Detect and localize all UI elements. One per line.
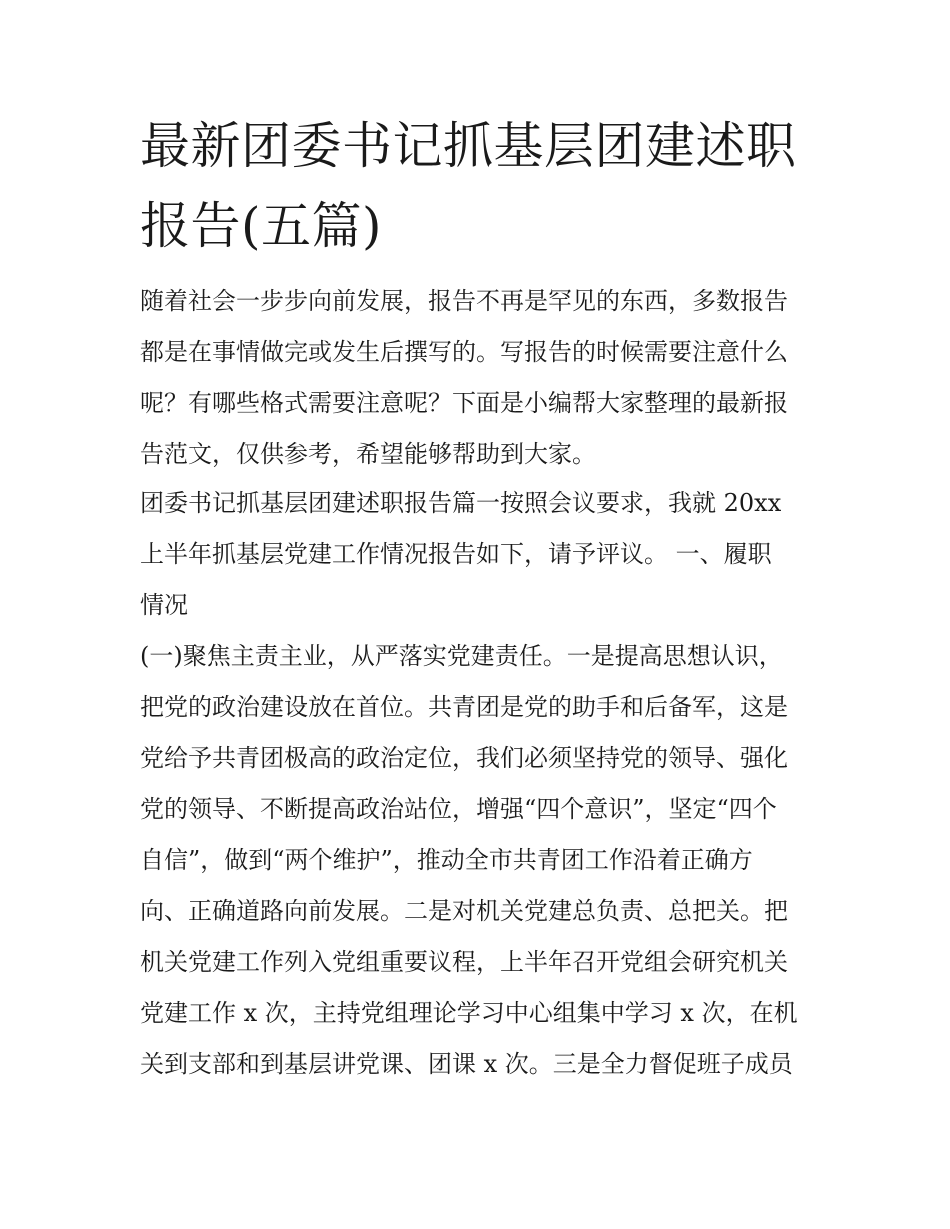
- document-title-line-2: 报告(五篇): [140, 197, 383, 255]
- body-line-9: 把党的政治建设放在首位。共青团是党的助手和后备军，这是: [140, 693, 788, 721]
- body-line-2: 都是在事情做完或发生后撰写的。写报告的时候需要注意什么: [140, 338, 788, 366]
- body-line-13: 向、正确道路向前发展。二是对机关党建总负责、总把关。把: [140, 897, 788, 925]
- body-line-5: 团委书记抓基层团建述职报告篇一按照会议要求，我就 20xx: [140, 489, 782, 517]
- body-line-8: (一)聚焦主责主业，从严落实党建责任。一是提高思想认识，: [140, 642, 783, 670]
- body-line-14: 机关党建工作列入党组重要议程，上半年召开党组会研究机关: [140, 948, 788, 976]
- body-line-7: 情况: [140, 591, 188, 619]
- body-line-6: 上半年抓基层党建工作情况报告如下，请予评议。 一、履职: [140, 540, 772, 568]
- body-line-4: 告范文，仅供参考，希望能够帮助到大家。: [140, 440, 596, 468]
- body-line-3: 呢？有哪些格式需要注意呢？下面是小编帮大家整理的最新报: [140, 389, 788, 417]
- body-line-10: 党给予共青团极高的政治定位，我们必须坚持党的领导、强化: [140, 744, 788, 772]
- body-line-11: 党的领导、不断提高政治站位，增强“四个意识”，坚定“四个: [140, 795, 777, 823]
- body-line-1: 随着社会一步步向前发展，报告不再是罕见的东西，多数报告: [140, 287, 788, 315]
- body-line-15: 党建工作 x 次，主持党组理论学习中心组集中学习 x 次，在机: [140, 999, 798, 1027]
- body-line-16: 关到支部和到基层讲党课、团课 x 次。三是全力督促班子成员: [140, 1050, 793, 1078]
- body-line-12: 自信”，做到“两个维护”，推动全市共青团工作沿着正确方: [140, 846, 753, 874]
- document-title-line-1: 最新团委书记抓基层团建述职: [140, 117, 797, 175]
